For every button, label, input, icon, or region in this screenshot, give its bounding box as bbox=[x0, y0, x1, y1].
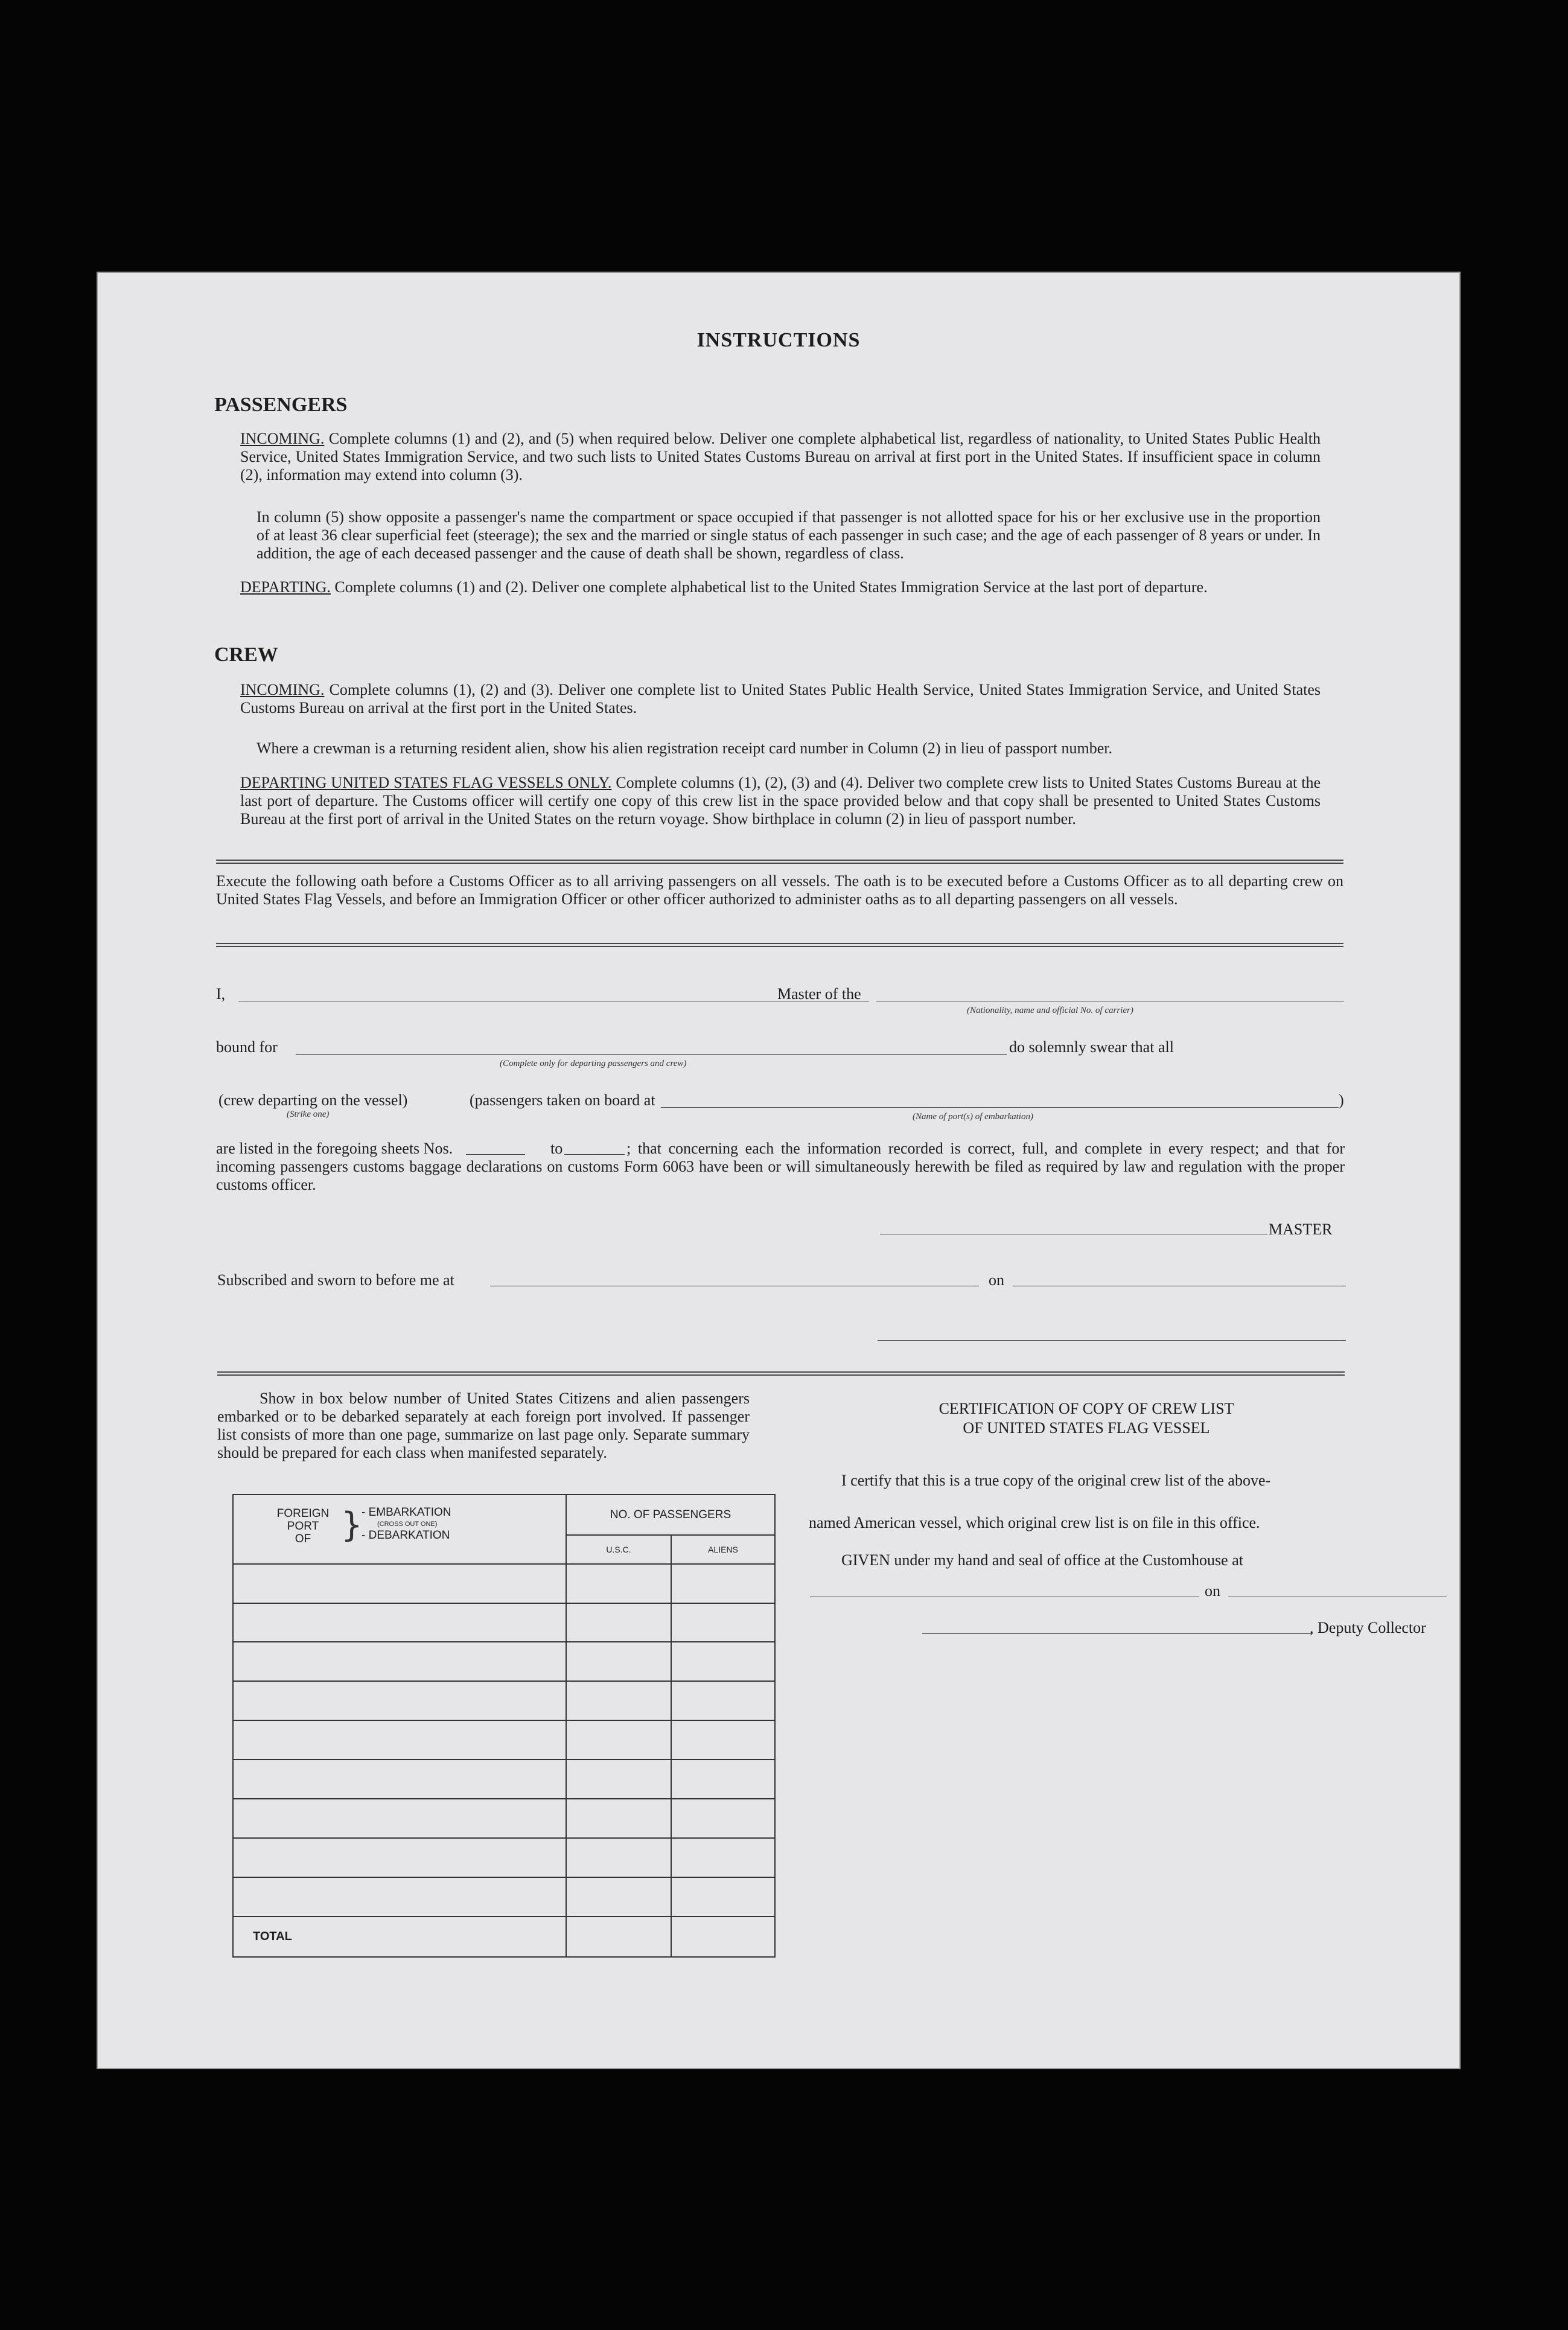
form-sheet bbox=[97, 272, 1461, 2069]
crew-incoming-text: Complete columns (1), (2) and (3). Deliver one complete list to United States Public Health Service, United States Immigration Service, and United States Customs Bureau on arrival at the first port in the United States. bbox=[240, 681, 1321, 717]
embarkation-option[interactable]: - EMBARKATION bbox=[362, 1506, 451, 1519]
embarkation-port-hint: (Name of port(s) of embarkation) bbox=[913, 1112, 1033, 1122]
usc-cell[interactable] bbox=[566, 1838, 671, 1877]
master-signature-label: MASTER bbox=[1269, 1221, 1333, 1238]
closing-paren: ) bbox=[1339, 1091, 1344, 1109]
oath-instructions: Execute the following oath before a Customs Officer as to all arriving passengers on all vessels. The oath is to be executed before a Customs Officer as to all departing crew on United States Flag Vessels, and before an Immigration Officer or other officer authorized to administer oaths as to all departing passengers on all vessels. bbox=[216, 872, 1343, 908]
aliens-header: ALIENS bbox=[671, 1535, 775, 1564]
port-cell[interactable] bbox=[233, 1603, 566, 1642]
usc-total-cell[interactable] bbox=[566, 1917, 671, 1957]
aliens-cell[interactable] bbox=[671, 1799, 775, 1838]
aliens-cell[interactable] bbox=[671, 1760, 775, 1799]
certification-line-2: named American vessel, which original crew list is on file in this office. bbox=[809, 1514, 1260, 1531]
foreign-port-header bbox=[233, 1495, 566, 1564]
total-label: TOTAL bbox=[233, 1917, 566, 1957]
bound-for-hint: (Complete only for departing passengers and crew) bbox=[500, 1059, 687, 1068]
certification-line-1: I certify that this is a true copy of the original crew list of the above- bbox=[841, 1472, 1271, 1489]
usc-cell[interactable] bbox=[566, 1642, 671, 1681]
summary-instructions: Show in box below number of United States Citizens and alien passengers embarked or to be debarked separately at each foreign port involved. If passenger list consists of more than one page, summarize on last page only. Separate summary should be prepared for each class when manifested separately. bbox=[217, 1390, 750, 1461]
aliens-cell[interactable] bbox=[671, 1877, 775, 1917]
usc-cell[interactable] bbox=[566, 1603, 671, 1642]
crew-departing-paragraph bbox=[240, 774, 1321, 828]
port-cell[interactable] bbox=[233, 1681, 566, 1720]
strike-one-hint: (Strike one) bbox=[287, 1109, 330, 1119]
aliens-cell[interactable] bbox=[671, 1720, 775, 1760]
certification-line-3: GIVEN under my hand and seal of office at the Customhouse at bbox=[841, 1551, 1243, 1569]
embarkation-port-field[interactable] bbox=[661, 1107, 1339, 1108]
certification-heading-line-1: CERTIFICATION OF COPY OF CREW LIST bbox=[939, 1400, 1234, 1417]
passengers-heading: PASSENGERS bbox=[214, 394, 348, 416]
bound-for-field[interactable] bbox=[296, 1054, 1007, 1055]
usc-cell[interactable] bbox=[566, 1564, 671, 1603]
passengers-departing-paragraph bbox=[240, 578, 1321, 596]
page-title: INSTRUCTIONS bbox=[696, 329, 861, 351]
port-cell[interactable] bbox=[233, 1642, 566, 1681]
passengers-column5-paragraph: In column (5) show opposite a passenger's name the compartment or space occupied if that passenger is not allotted space for his or her exclusive use in the proportion of at least 36 clear superficial feet (steerage); the sex and the married or single status of each passenger in such case; and the age of each passenger of 8 years or under. In addition, the age of each deceased passenger and the cause of death shall be shown, regardless of class. bbox=[257, 508, 1321, 562]
officer-signature-field[interactable] bbox=[878, 1340, 1346, 1341]
certification-heading-line-2: OF UNITED STATES FLAG VESSEL bbox=[963, 1419, 1210, 1437]
subscribed-label: Subscribed and sworn to before me at bbox=[217, 1271, 454, 1289]
oath-i-label: I, bbox=[216, 985, 226, 1003]
deputy-collector-signature-field[interactable] bbox=[922, 1633, 1311, 1634]
passenger-summary-table bbox=[232, 1494, 776, 1958]
crew-departing-option[interactable]: (crew departing on the vessel) bbox=[218, 1091, 408, 1109]
double-rule bbox=[216, 860, 1343, 864]
port-cell[interactable] bbox=[233, 1799, 566, 1838]
port-label: PORT bbox=[287, 1520, 319, 1533]
crew-resident-paragraph: Where a crewman is a returning resident alien, show his alien registration receipt card number in Column (2) in lieu of passport number. bbox=[257, 739, 1113, 757]
port-cell[interactable] bbox=[233, 1720, 566, 1760]
passengers-incoming-lead: INCOMING. bbox=[240, 430, 325, 447]
passengers-taken-option[interactable]: (passengers taken on board at bbox=[470, 1091, 655, 1109]
no-of-passengers-header: NO. OF PASSENGERS bbox=[566, 1495, 775, 1535]
usc-cell[interactable] bbox=[566, 1877, 671, 1917]
usc-header: U.S.C. bbox=[566, 1535, 671, 1564]
sheets-to-label: to bbox=[550, 1140, 563, 1157]
aliens-cell[interactable] bbox=[671, 1642, 775, 1681]
certification-on-label: on bbox=[1205, 1582, 1220, 1600]
solemnly-swear-label: do solemnly swear that all bbox=[1009, 1038, 1174, 1056]
double-rule bbox=[217, 1371, 1345, 1376]
certification-heading bbox=[809, 1399, 1364, 1438]
passengers-incoming-text: Complete columns (1) and (2), and (5) when required below. Deliver one complete alphabetical list, regardless of nationality, to United States Public Health Service, United States Immigration Service, and two such lists to United States Customs Bureau on arrival at first port in the United States. If insufficient space in column (2), information may extend into column (3). bbox=[240, 430, 1321, 484]
port-cell[interactable] bbox=[233, 1760, 566, 1799]
cross-out-hint: (CROSS OUT ONE) bbox=[377, 1521, 438, 1528]
port-cell[interactable] bbox=[233, 1564, 566, 1603]
aliens-cell[interactable] bbox=[671, 1564, 775, 1603]
crew-heading: CREW bbox=[214, 643, 278, 666]
aliens-cell[interactable] bbox=[671, 1838, 775, 1877]
port-cell[interactable] bbox=[233, 1838, 566, 1877]
foreign-port-of-label bbox=[267, 1507, 339, 1545]
aliens-cell[interactable] bbox=[671, 1681, 775, 1720]
deputy-collector-label: , Deputy Collector bbox=[1310, 1619, 1426, 1636]
crew-departing-text: Complete columns (1), (2), (3) and (4). Deliver two complete crew lists to United States Customs Bureau at the last port of departure. The Customs officer will certify one copy of this crew list in the space provided below and that copy shall be presented to United States Customs Bureau at the first port of arrival in the United States on the return voyage. Show birthplace in column (2) in lieu of passport number. bbox=[240, 774, 1321, 828]
crew-incoming-paragraph bbox=[240, 681, 1321, 717]
passengers-departing-lead: DEPARTING. bbox=[240, 578, 331, 596]
foreign-label: FOREIGN bbox=[276, 1507, 330, 1520]
double-rule bbox=[216, 943, 1343, 947]
port-cell[interactable] bbox=[233, 1877, 566, 1917]
sheets-nos-label: are listed in the foregoing sheets Nos. bbox=[216, 1140, 453, 1157]
usc-cell[interactable] bbox=[566, 1681, 671, 1720]
bound-for-label: bound for bbox=[216, 1038, 278, 1056]
of-label: OF bbox=[295, 1533, 311, 1545]
debarkation-option[interactable]: - DEBARKATION bbox=[362, 1529, 450, 1542]
crew-incoming-lead: INCOMING. bbox=[240, 681, 325, 698]
crew-departing-lead: DEPARTING UNITED STATES FLAG VESSELS ONLY. bbox=[240, 774, 612, 791]
aliens-total-cell[interactable] bbox=[671, 1917, 775, 1957]
brace-icon: } bbox=[341, 1505, 363, 1545]
oath-statement: ; that concerning each the information recorded is correct, full, and complete in every respect; and that for incoming passengers customs baggage declarations on customs Form 6063 have been or will simultaneously herewith be filed as required by law and regulation with the proper customs officer. bbox=[216, 1140, 1345, 1193]
passengers-incoming-paragraph bbox=[240, 430, 1321, 484]
usc-cell[interactable] bbox=[566, 1720, 671, 1760]
sworn-on-label: on bbox=[989, 1271, 1004, 1289]
aliens-cell[interactable] bbox=[671, 1603, 775, 1642]
usc-cell[interactable] bbox=[566, 1799, 671, 1838]
master-of-label: Master of the bbox=[777, 985, 861, 1003]
carrier-field-hint: (Nationality, name and official No. of carrier) bbox=[967, 1006, 1133, 1015]
usc-cell[interactable] bbox=[566, 1760, 671, 1799]
passengers-departing-text: Complete columns (1) and (2). Deliver one complete alphabetical list to the United States Immigration Service at the last port of departure. bbox=[334, 578, 1208, 596]
